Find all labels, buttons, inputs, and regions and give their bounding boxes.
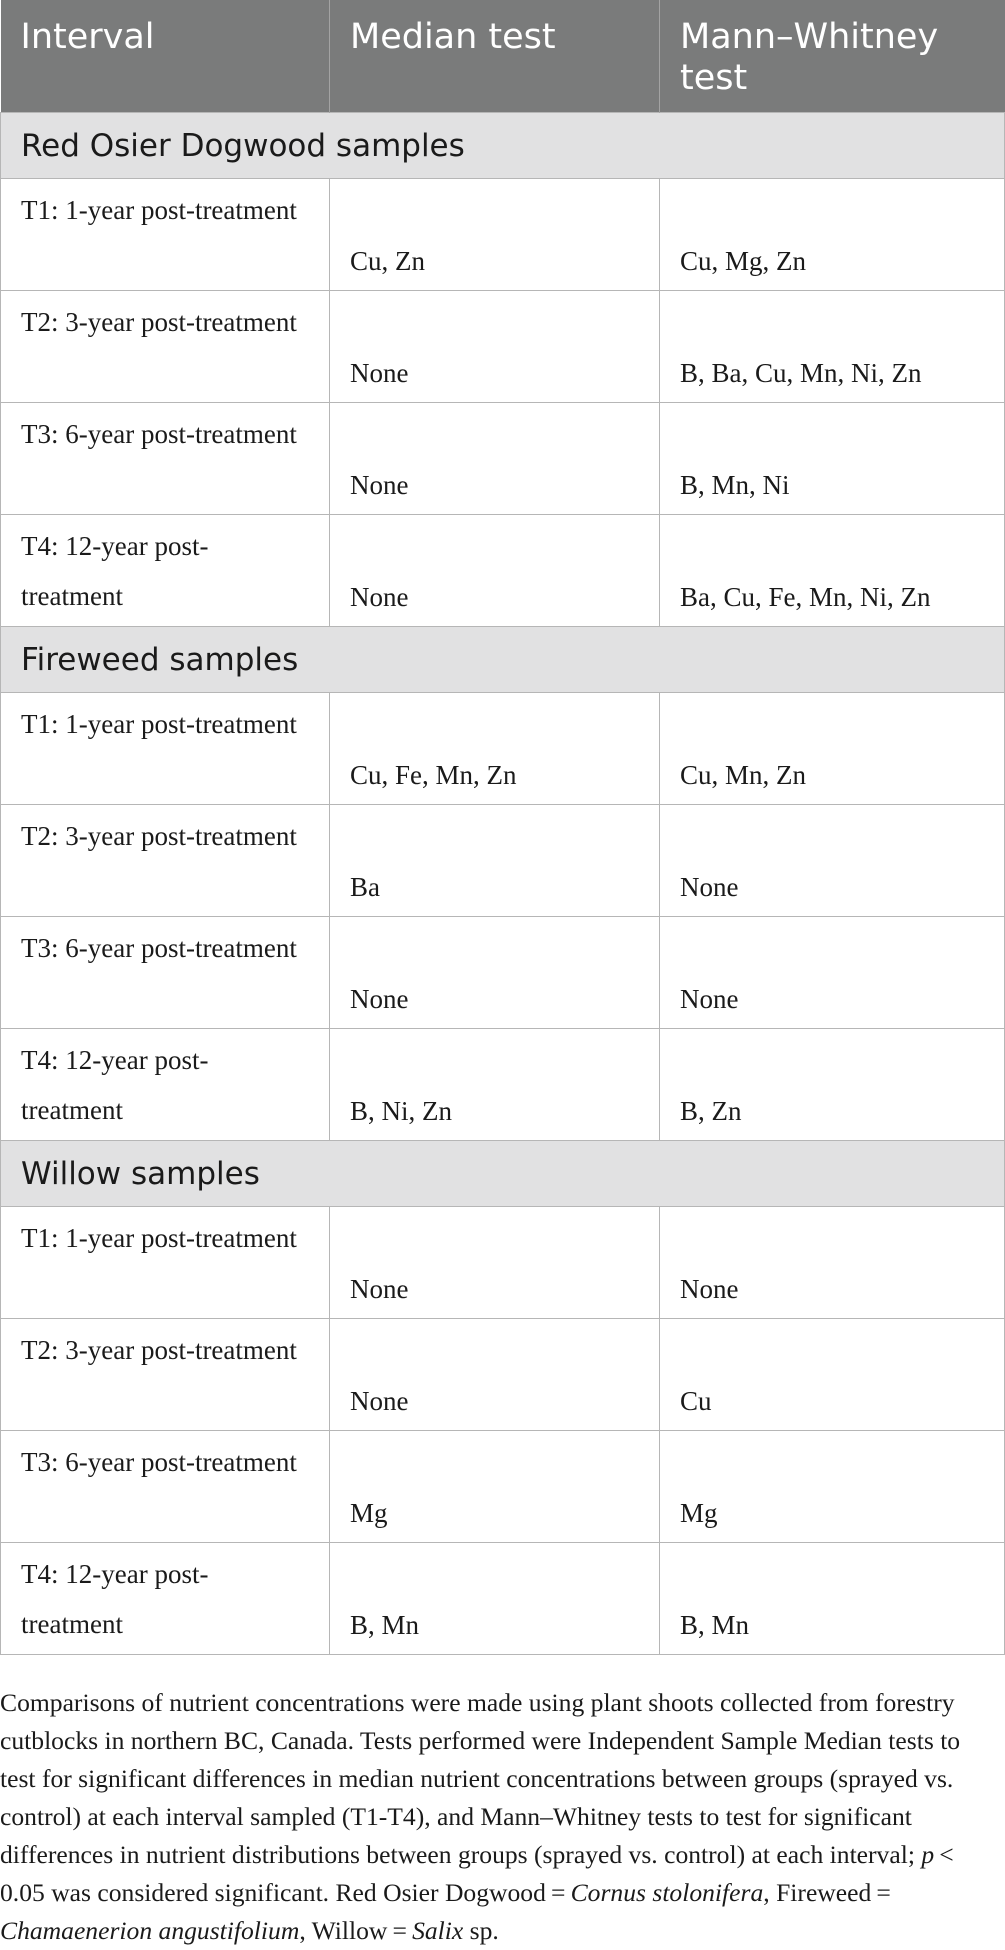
interval-cell: T1: 1-year post-treatment [1,693,330,805]
table-row [1,1207,1005,1319]
median-test-cell: None [330,291,660,403]
footnote-main: Comparisons of nutrient concentrations were made using plant shoots collected from forestry cutblocks in northern BC, Canada. Tests performed were Independent Sample Median tests to test for significant differences in median nutrient concentrations between groups (sprayed vs. control) at each interval sampled (T1-T4), and Mann–Whitney tests to test for significant differences in nutrient distributions between groups (sprayed vs. control) at each interval; [0,1687,961,1869]
table-row [1,179,1005,291]
interval-cell: T1: 1-year post-treatment [1,1207,330,1319]
footnote-p-symbol: p [921,1839,935,1869]
table-row [1,1543,1005,1655]
footnote-willow-text: , Willow = [299,1915,413,1945]
interval-cell: T4: 12-year post-treatment [1,1029,330,1141]
table-row [1,1431,1005,1543]
table-row [1,805,1005,917]
section-row [1,627,1005,693]
mann-whitney-cell: Cu, Mg, Zn [660,179,1005,291]
interval-cell: T2: 3-year post-treatment [1,805,330,917]
section-row [1,113,1005,179]
median-test-cell: B, Ni, Zn [330,1029,660,1141]
table-header [1,0,1005,113]
median-test-cell: None [330,1207,660,1319]
interval-cell: T1: 1-year post-treatment [1,179,330,291]
table-row [1,403,1005,515]
footnote-willow-suffix: sp. [463,1915,499,1945]
footnote-willow-genus: Salix [412,1915,464,1945]
header-median-test: Median test [330,0,660,113]
median-test-cell: None [330,403,660,515]
table-footnote [0,1684,1000,1950]
median-test-cell: Ba [330,805,660,917]
mann-whitney-cell: None [660,917,1005,1029]
header-interval: Interval [1,0,330,113]
median-test-cell: None [330,515,660,627]
mann-whitney-cell: B, Mn [660,1543,1005,1655]
footnote-p-text: < 0.05 was considered significant. Red Osier Dogwood = [0,1839,959,1907]
table-row [1,1029,1005,1141]
table-row [1,291,1005,403]
interval-cell: T3: 6-year post-treatment [1,403,330,515]
mann-whitney-cell: Ba, Cu, Fe, Mn, Ni, Zn [660,515,1005,627]
footnote-fireweed-species: Chamaenerion angustifolium [0,1915,300,1945]
table-row [1,1319,1005,1431]
median-test-cell: B, Mn [330,1543,660,1655]
median-test-cell: Cu, Fe, Mn, Zn [330,693,660,805]
table-body [1,113,1005,1655]
header-row [1,0,1005,113]
interval-cell: T3: 6-year post-treatment [1,917,330,1029]
section-title: Red Osier Dogwood samples [1,113,1005,179]
mann-whitney-cell: B, Zn [660,1029,1005,1141]
table-row [1,917,1005,1029]
footnote-dogwood-species: Cornus stolonifera [570,1877,764,1907]
mann-whitney-cell: None [660,1207,1005,1319]
mann-whitney-cell: Mg [660,1431,1005,1543]
median-test-cell: None [330,1319,660,1431]
interval-cell: T2: 3-year post-treatment [1,1319,330,1431]
mann-whitney-cell: Cu [660,1319,1005,1431]
mann-whitney-cell: Cu, Mn, Zn [660,693,1005,805]
interval-cell: T3: 6-year post-treatment [1,1431,330,1543]
mann-whitney-cell: B, Mn, Ni [660,403,1005,515]
interval-cell: T4: 12-year post-treatment [1,515,330,627]
mann-whitney-cell: B, Ba, Cu, Mn, Ni, Zn [660,291,1005,403]
interval-cell: T2: 3-year post-treatment [1,291,330,403]
mann-whitney-cell: None [660,805,1005,917]
footnote-fireweed-text: , Fireweed = [763,1877,896,1907]
header-mann-whitney-test: Mann–Whitney test [660,0,1005,113]
section-row [1,1141,1005,1207]
table-row [1,693,1005,805]
section-title: Willow samples [1,1141,1005,1207]
section-title: Fireweed samples [1,627,1005,693]
median-test-cell: None [330,917,660,1029]
interval-cell: T4: 12-year post-treatment [1,1543,330,1655]
median-test-cell: Mg [330,1431,660,1543]
table-row [1,515,1005,627]
median-test-cell: Cu, Zn [330,179,660,291]
